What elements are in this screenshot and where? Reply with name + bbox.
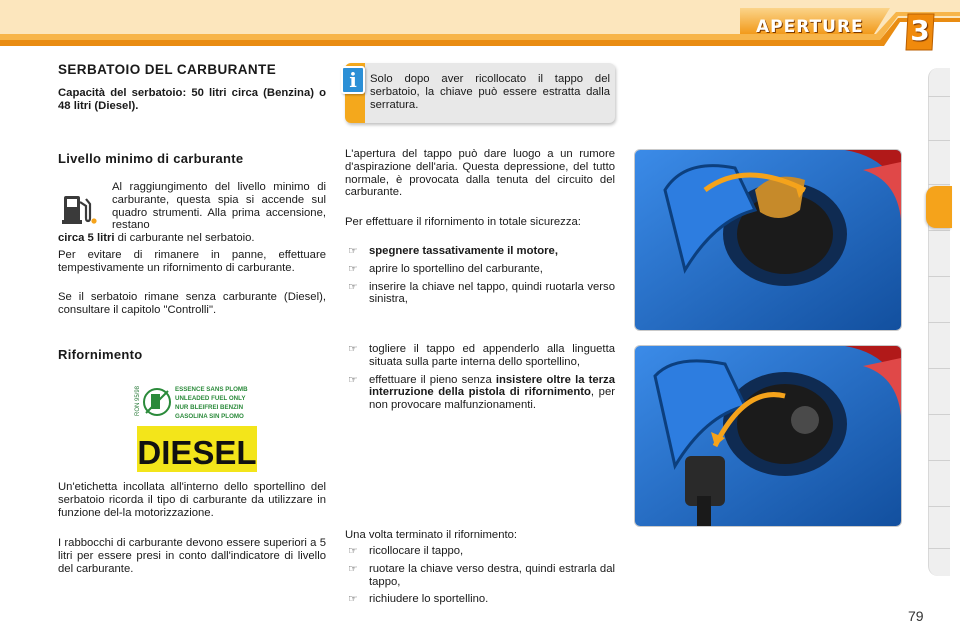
tank-capacity: Capacità del serbatoio: 50 litri circa (Benzina) o 48 litri (Diesel). (58, 87, 326, 112)
step-text: , per non provocare malfunzionamenti. (369, 386, 615, 412)
avoid-breakdown-text: Per evitare di rimanere in panne, effettuare tempestivamente un rifornimento di carburante. (58, 249, 326, 274)
bullet-icon: ☞ (348, 280, 358, 293)
min-level-heading: Livello minimo di carburante (58, 151, 244, 166)
fuel-cap-removed-photo (634, 345, 902, 527)
unleaded-label-line: UNLEADED FUEL ONLY (175, 395, 246, 402)
refuel-steps-3 (345, 545, 615, 611)
step-text: togliere il tappo ed appenderlo alla linguetta situata sulla parte interna dello sportellino, (369, 343, 615, 368)
empty-tank-text: Se il serbatoio rimane senza carburante (Diesel), consultare il capitolo "Controlli". (58, 291, 326, 316)
step-text: aprire lo sportellino del carburante, (369, 262, 543, 275)
bullet-icon: ☞ (348, 373, 358, 386)
page-number: 79 (908, 608, 924, 624)
unleaded-label-line: ESSENCE SANS PLOMB (175, 386, 248, 393)
chapter-title: APERTURE (756, 17, 864, 37)
min-level-text-part: Al raggiungimento del livello minimo di carburante, questa spia si accende sul quadro strumenti. Alla prima accensione, restano (112, 181, 326, 232)
min-level-text (112, 181, 326, 232)
list-item (345, 263, 615, 276)
info-text: Solo dopo aver ricollocato il tappo del serbatoio, la chiave può essere estratta dalla serratura. (370, 73, 610, 111)
list-item (345, 545, 615, 558)
tab-divider (928, 506, 950, 507)
topup-text: I rabbocchi di carburante devono essere superiori a 5 litri per essere presi in conto dall'indicatore di livello del carburante. (58, 537, 326, 575)
unleaded-label-line: GASOLINA SIN PLOMO (175, 413, 244, 420)
tab-divider (928, 322, 950, 323)
bullet-icon: ☞ (348, 545, 358, 557)
chapter-tab-active[interactable] (926, 186, 952, 228)
tab-divider (928, 184, 950, 185)
refuel-steps-1 (345, 245, 615, 311)
list-item (345, 343, 615, 369)
info-icon: i (341, 66, 365, 94)
tab-divider (928, 96, 950, 97)
step-bold: spegnere tassativamente il motore, (369, 245, 558, 257)
min-level-text-after: di carburante nel serbatoio. (114, 232, 255, 244)
fuel-warning-icon (60, 190, 100, 226)
tab-divider (928, 548, 950, 549)
tab-divider (928, 140, 950, 141)
sticker-text: Un'etichetta incollata all'interno dello sportellino del serbatoio ricorda il tipo di carburante da utilizzare in funzione del-la motorizzazione. (58, 481, 326, 519)
refuel-steps-2 (345, 343, 615, 417)
bullet-icon: ☞ (348, 262, 358, 275)
chapter-number: 3 (910, 14, 930, 47)
list-item (345, 593, 615, 606)
section-title: SERBATOIO DEL CARBURANTE (58, 62, 277, 77)
tab-divider (928, 368, 950, 369)
fuel-cap-open-photo (634, 149, 902, 331)
step-text: inserire la chiave nel tappo, quindi ruotarla verso sinistra, (369, 280, 615, 306)
unleaded-label-line: NUR BLEIFREI BENZIN (175, 404, 244, 411)
step-text: ricollocare il tappo, (369, 545, 464, 557)
tab-divider (928, 276, 950, 277)
bullet-icon: ☞ (348, 593, 358, 606)
bullet-icon: ☞ (348, 343, 358, 355)
list-item (345, 563, 615, 589)
bullet-icon: ☞ (348, 562, 358, 575)
tab-divider (928, 230, 950, 231)
step-text: effettuare il pieno senza (369, 373, 496, 386)
list-item (345, 374, 615, 412)
ron-label: RON 95/98 (135, 385, 141, 416)
list-item (345, 281, 615, 307)
list-item (345, 245, 615, 258)
refuel-heading: Rifornimento (58, 347, 143, 362)
tab-divider (928, 460, 950, 461)
min-level-remaining (58, 232, 326, 245)
tab-divider (928, 414, 950, 415)
diesel-label: DIESEL (137, 434, 257, 471)
min-level-bold: circa 5 litri (58, 232, 115, 244)
bullet-icon: ☞ (348, 245, 358, 257)
safe-refuel-text: Per effettuare il rifornimento in totale sicurezza: (345, 216, 581, 228)
intro-text: L'apertura del tappo può dare luogo a un rumore d'aspirazione dell'aria. Questa depressione, del tutto normale, è provocata dalla tenuta del circuito del carburante. (345, 148, 615, 199)
finish-intro: Una volta terminato il rifornimento: (345, 529, 518, 541)
step-text: richiudere lo sportellino. (369, 593, 489, 606)
step-text: ruotare la chiave verso destra, quindi estrarla dal tappo, (369, 562, 615, 588)
fuel-type-labels (133, 382, 261, 474)
step-bold: insistere oltre la terza interruzione della pistola di rifornimento (369, 373, 615, 399)
